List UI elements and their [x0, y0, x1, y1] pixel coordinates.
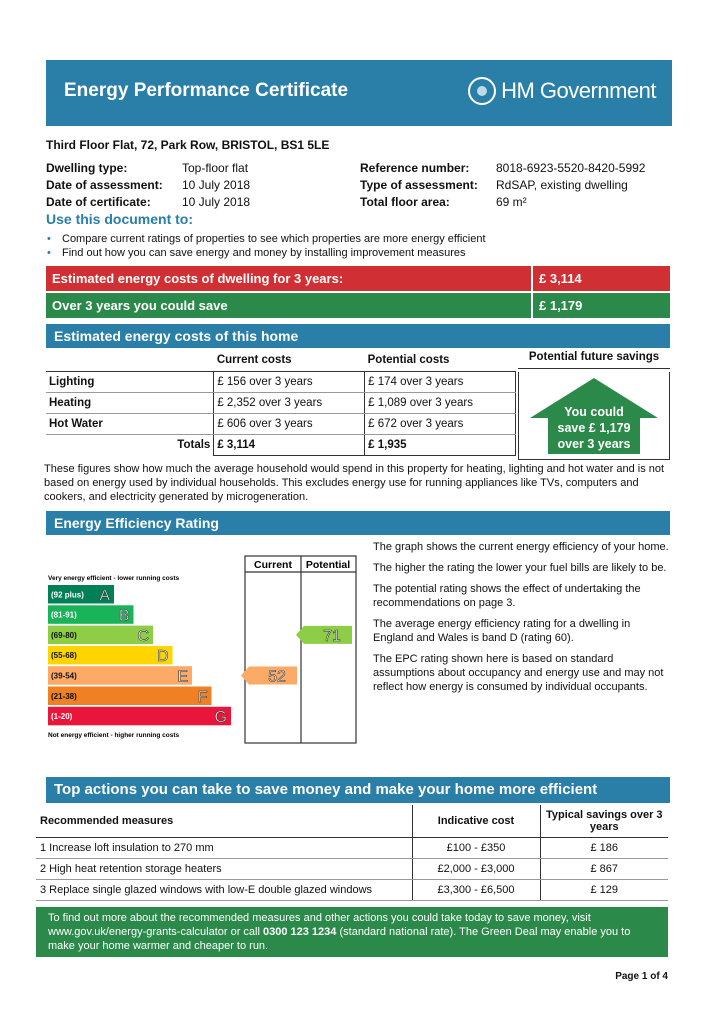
explanation-paragraph: The higher the rating the lower your fuel bills are likely to be.: [373, 562, 667, 574]
band-range: (55-68): [51, 651, 77, 661]
detail-value: Top-floor flat: [182, 161, 249, 175]
measure-cost: £2,000 - £3,000: [412, 859, 540, 880]
detail-label: Dwelling type:: [46, 161, 128, 175]
row-label: Lighting: [46, 371, 214, 392]
measure-savings: £ 867: [540, 859, 668, 880]
band-range: (92 plus): [51, 590, 84, 600]
rating-band-a: [48, 585, 114, 604]
measure-cost: £100 - £350: [412, 838, 540, 859]
rating-band-c: [48, 626, 153, 645]
footer-info-box: [36, 907, 668, 957]
savings-label: Over 3 years you could save: [46, 293, 531, 318]
current-column-header: Current: [254, 559, 292, 571]
footer-text-pre: To find out more about the recommended measures and other actions you could take today to save money, visit www.gov.uk/energy-grants-calculator or call: [48, 912, 591, 938]
savings-arrow-text: [545, 404, 643, 452]
current-rating-marker-value: 52: [268, 668, 286, 686]
measure-savings: £ 129: [540, 880, 668, 901]
current-cost: £ 2,352 over 3 years: [214, 392, 365, 413]
detail-value: 69 m²: [496, 195, 527, 209]
explanation-paragraph: The potential rating shows the effect of undertaking the recommendations on page 3.: [373, 583, 641, 609]
use-section-title: Use this document to:: [46, 211, 194, 227]
potential-cost: £ 672 over 3 years: [365, 413, 516, 434]
details-left: [46, 160, 250, 211]
table-header-row: [36, 805, 668, 838]
use-list-item: • Compare current ratings of properties to see which properties are more energy efficient: [46, 232, 486, 246]
measure-name: 3 Replace single glazed windows with low-E double glazed windows: [36, 880, 412, 901]
detail-label: Date of assessment:: [46, 178, 163, 192]
rating-band-b: [48, 605, 134, 624]
band-range: (21-38): [51, 691, 77, 701]
totals-row: [46, 434, 516, 455]
efficiency-section-title: Energy Efficiency Rating: [46, 511, 670, 535]
current-cost: £ 156 over 3 years: [214, 371, 365, 392]
potential-rating-marker: [296, 626, 352, 645]
energy-efficiency-rating-graph: [40, 553, 360, 745]
estimated-cost-label: Estimated energy costs of dwelling for 3 years:: [46, 266, 531, 291]
use-list-item: • Find out how you can save energy and money by installing improvement measures: [46, 246, 486, 260]
figures-note: These figures show how much the average household would spend in this property for heating, lighting and hot water and is not based on energy used by individual households. This excludes energy use for running appliances like TVs, computers and cookers, and electricity generated by microgeneration.: [44, 463, 665, 503]
detail-label: Total floor area:: [360, 195, 450, 209]
savings-arrow-line2: save £ 1,179: [557, 421, 631, 435]
table-row: [36, 880, 668, 901]
explanation-paragraph: The EPC rating shown here is based on standard assumptions about occupancy and energy use and may not reflect how energy is consumed by individual occupants.: [373, 653, 664, 693]
efficient-note: Very energy efficient - lower running costs: [48, 575, 180, 582]
property-address: Third Floor Flat, 72, Park Row, BRISTOL, BS1 5LE: [46, 138, 330, 152]
explanation-paragraph: The graph shows the current energy efficiency of your home.: [373, 541, 669, 553]
current-cost: £ 606 over 3 years: [214, 413, 365, 434]
current-costs-header: Current costs: [214, 350, 365, 371]
detail-row: [360, 194, 645, 211]
detail-value: RdSAP, existing dwelling: [496, 178, 628, 192]
detail-row: [360, 160, 645, 177]
potential-costs-header: Potential costs: [365, 350, 516, 371]
table-row: [46, 413, 516, 434]
potential-column-header: Potential: [305, 559, 351, 571]
recommended-measures-table: [36, 805, 668, 901]
detail-label: Date of certificate:: [46, 195, 151, 209]
measures-header: Recommended measures: [36, 805, 412, 838]
potential-cost: £ 174 over 3 years: [365, 371, 516, 392]
future-savings-header: Potential future savings: [518, 351, 670, 369]
detail-label: Reference number:: [360, 161, 470, 175]
detail-value: 8018-6923-5520-8420-5992: [496, 161, 646, 175]
footer-text-post: (standard national rate). The Green Deal may enable you to make your home warmer and cheaper to run.: [48, 926, 631, 952]
row-label: Heating: [46, 392, 214, 413]
band-bar: [48, 707, 231, 726]
band-letter: G: [214, 709, 227, 727]
detail-row: [46, 177, 250, 194]
use-list: [46, 232, 486, 260]
hm-government-logo: [468, 77, 656, 105]
band-letter: C: [137, 627, 149, 645]
table-row: [36, 859, 668, 880]
cost-header: Indicative cost: [412, 805, 540, 838]
savings-header: Typical savings over 3 years: [540, 805, 668, 838]
detail-row: [360, 177, 645, 194]
cost-section-title: Estimated energy costs of this home: [46, 324, 670, 348]
band-range: (1-20): [51, 712, 73, 722]
table-row: [46, 371, 516, 392]
estimated-cost-value: £ 3,114: [533, 266, 670, 291]
potential-rating-marker-value: 71: [323, 627, 341, 645]
band-range: (69-80): [51, 630, 77, 640]
table-header-row: [46, 350, 516, 371]
rating-explanation: [373, 540, 671, 701]
measure-name: 2 High heat retention storage heaters: [36, 859, 412, 880]
rating-band-f: [48, 687, 212, 706]
inefficient-note: Not energy efficient - higher running costs: [48, 732, 180, 739]
detail-row: [46, 160, 250, 177]
header-banner: [46, 60, 672, 126]
band-letter: B: [118, 607, 130, 625]
footer-phone: 0300 123 1234: [263, 926, 337, 938]
page-number: Page 1 of 4: [615, 971, 668, 982]
rating-bands: [48, 585, 231, 726]
band-range: (39-54): [51, 671, 77, 681]
savings-arrow-line3: over 3 years: [557, 437, 631, 451]
document-title: Energy Performance Certificate: [64, 80, 349, 101]
row-label-header: [46, 350, 214, 371]
rating-band-e: [48, 666, 192, 685]
total-current: £ 3,114: [214, 434, 365, 455]
table-row: [36, 838, 668, 859]
royal-crest-icon: [468, 77, 496, 105]
gov-logo-text: HM Government: [501, 78, 656, 103]
rating-band-d: [48, 646, 173, 665]
details-right: [360, 160, 645, 211]
energy-costs-table: [46, 350, 516, 456]
total-potential: £ 1,935: [365, 434, 516, 455]
savings-value: £ 1,179: [533, 293, 670, 318]
detail-label: Type of assessment:: [360, 178, 478, 192]
measure-savings: £ 186: [540, 838, 668, 859]
row-label: Hot Water: [46, 413, 214, 434]
band-letter: F: [197, 688, 208, 706]
band-letter: E: [177, 668, 188, 686]
band-letter: A: [99, 587, 110, 605]
rating-markers: [241, 626, 352, 686]
savings-arrow-line1: You could: [564, 405, 624, 419]
actions-section-title: Top actions you can take to save money and make your home more efficient: [46, 777, 670, 803]
estimated-cost-bar: [46, 266, 670, 291]
savings-bar: [46, 293, 670, 318]
table-row: [46, 392, 516, 413]
detail-value: 10 July 2018: [182, 195, 251, 209]
detail-value: 10 July 2018: [182, 178, 251, 192]
band-range: (81-91): [51, 610, 77, 620]
potential-cost: £ 1,089 over 3 years: [365, 392, 516, 413]
current-rating-marker: [241, 666, 297, 685]
band-letter: D: [156, 648, 169, 666]
measure-cost: £3,300 - £6,500: [412, 880, 540, 901]
totals-label: Totals: [177, 438, 211, 451]
detail-row: [46, 194, 250, 211]
rating-band-g: [48, 707, 231, 726]
measure-name: 1 Increase loft insulation to 270 mm: [36, 838, 412, 859]
explanation-paragraph: The average energy efficiency rating for a dwelling in England and Wales is band D (rating 60).: [373, 618, 631, 644]
